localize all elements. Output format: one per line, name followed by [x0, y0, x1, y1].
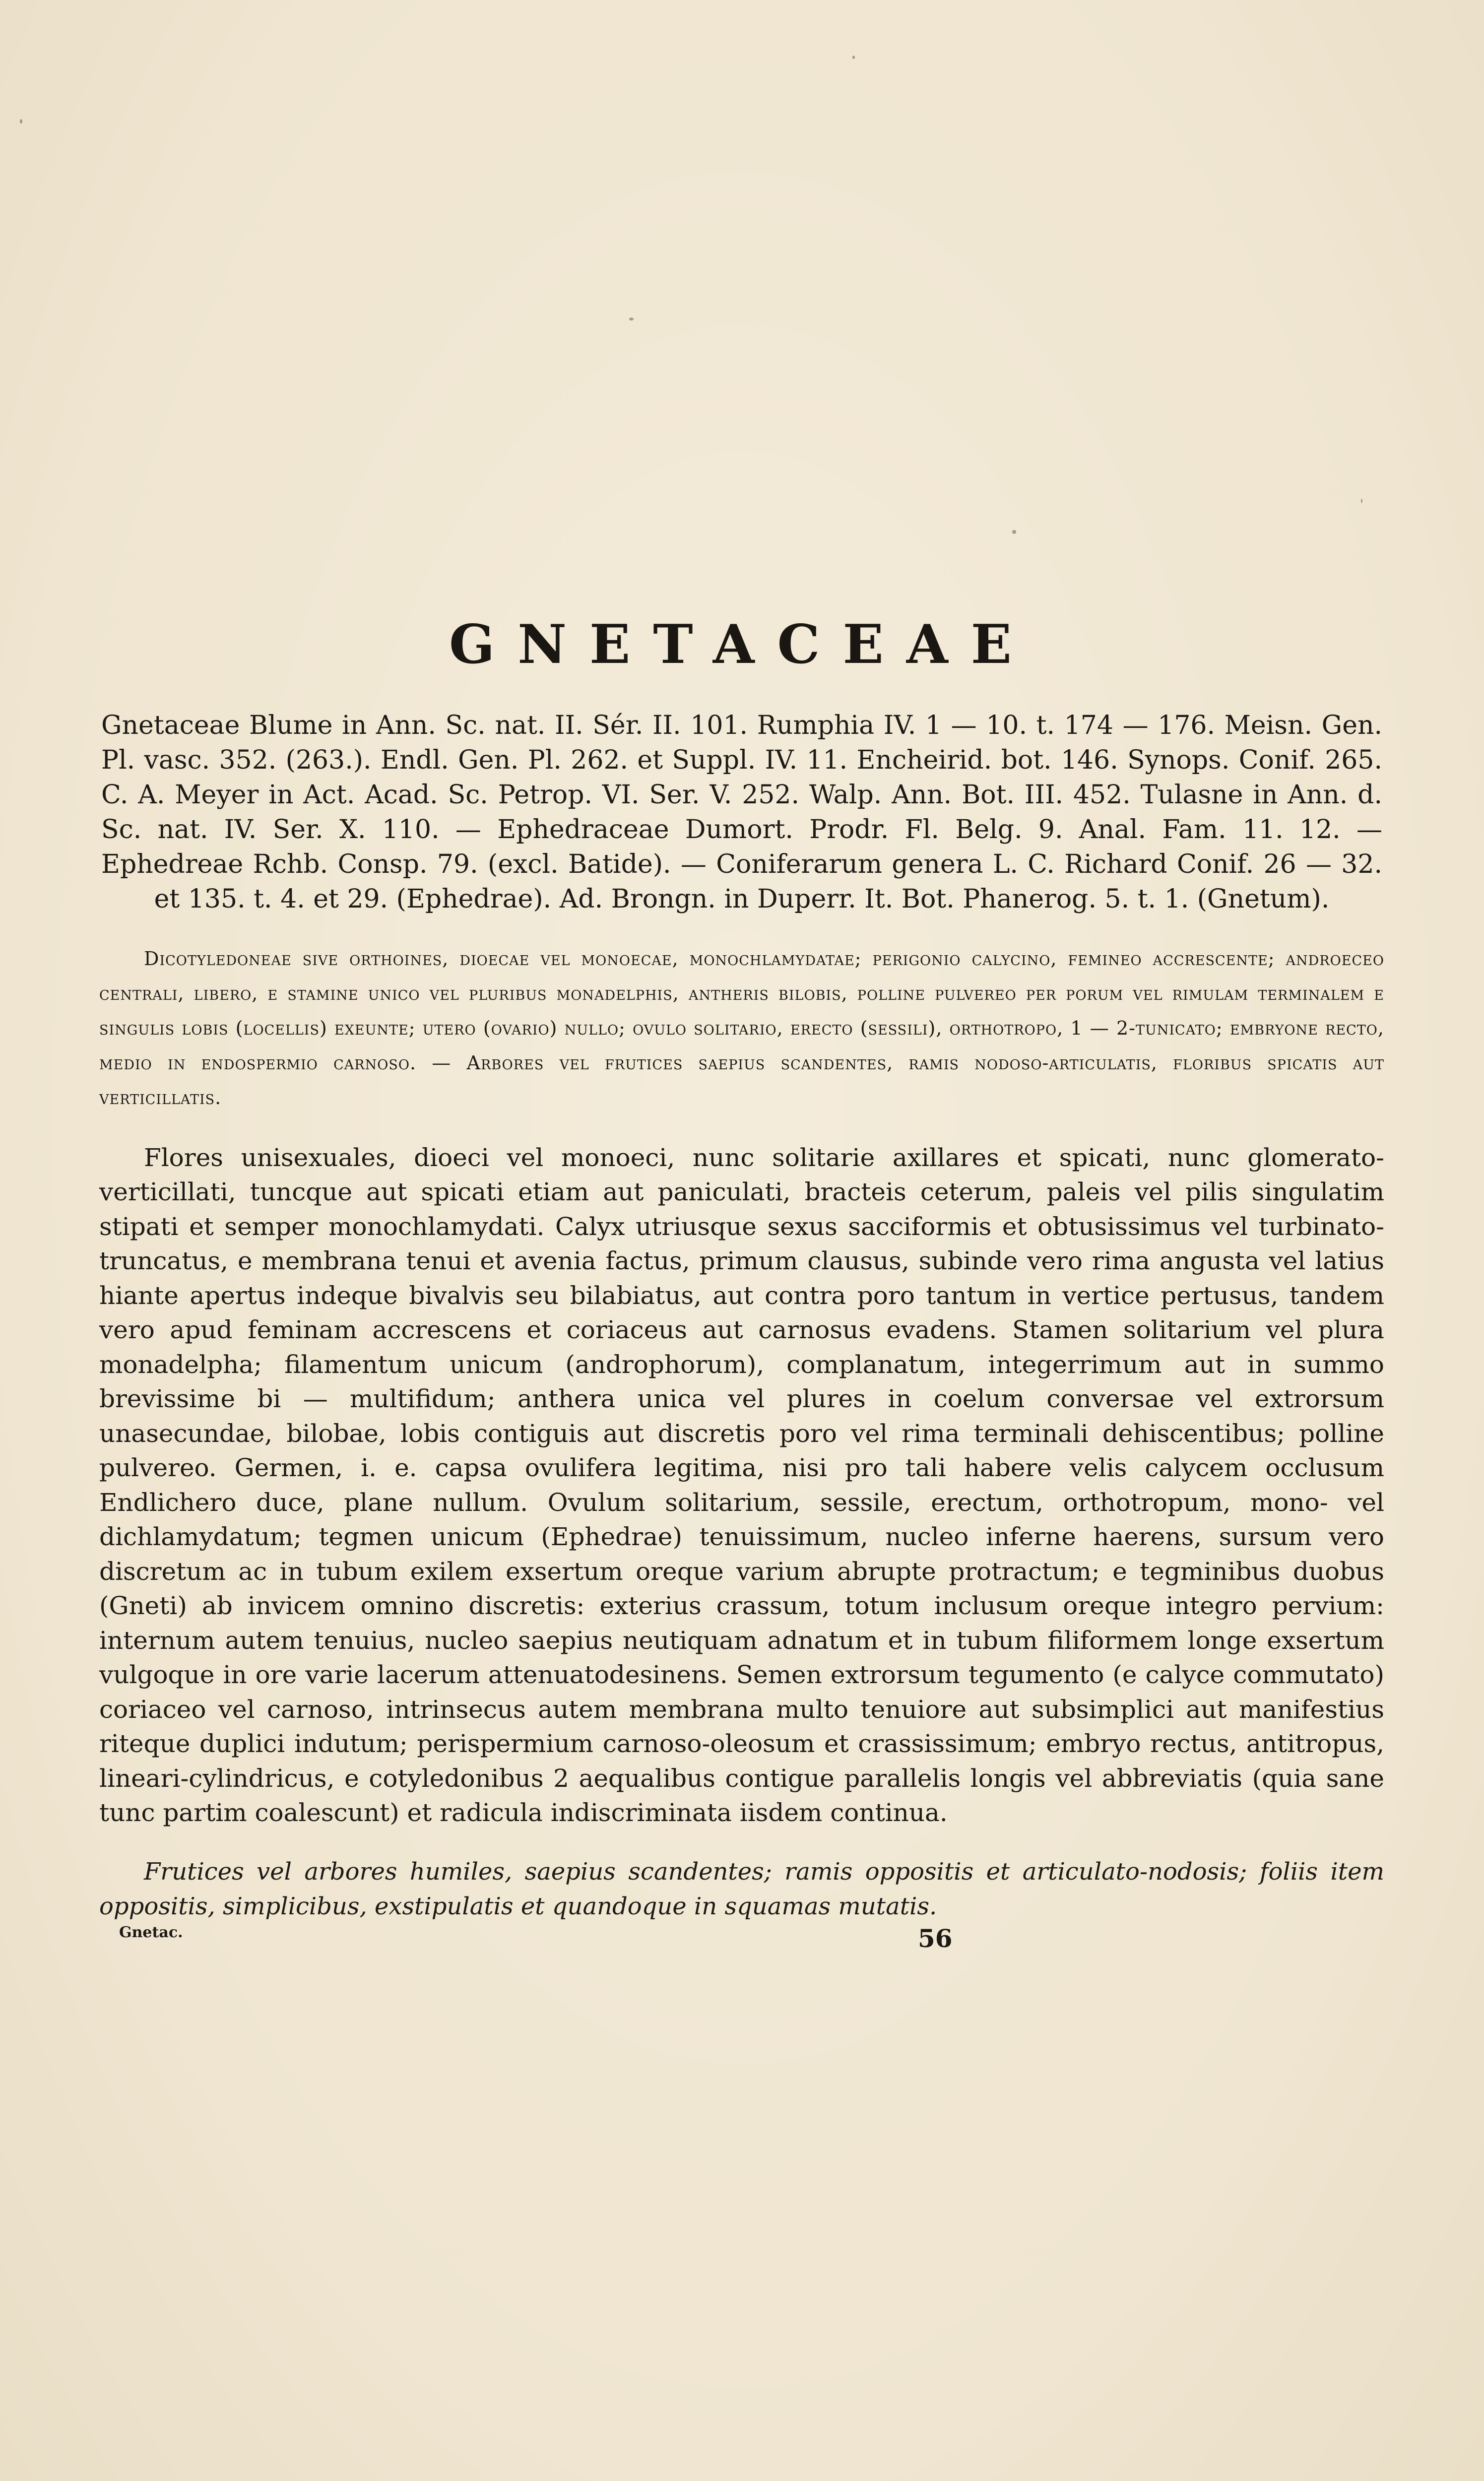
synonymy-paragraph: Gnetaceae Blume in Ann. Sc. nat. II. Sér. II. 101. Rumphia IV. 1 — 10. t. 174 — 176. Meisn. Gen. Pl. vasc. 352. (263.). Endl. Gen. Pl. 262. et Suppl. IV. 11. Encheirid. bot. 146. Synops. Conif. 265. C. A. Meyer in Act. Acad. Sc. Petrop. VI. Ser. V. 252. Walp. Ann. Bot. III. 452. Tulasne in Ann. d. Sc. nat. IV. Ser. X. 110. — Ephedraceae Dumort. Prodr. Fl. Belg. 9. Anal. Fam. 11. 12. — Ephedreae Rchb. Consp. 79. (excl. Batide). — Coniferarum genera L. C. Richard Conif. 26 — 32. et 135. t. 4. et 29. (Ephedrae). Ad. Brongn. in Duperr. It. Bot. Phanerog. 5. t. 1. (Gnetum).	[101, 710, 1382, 914]
paper-speck	[20, 119, 22, 124]
page-number: 56	[918, 1923, 953, 1953]
habit-paragraph: Frutices vel arbores humiles, saepius scandentes; ramis oppositis et articulato-nodosis; foliis item oppositis, simplicibus, exstipulatis et quandoque in squamas mutatis.	[99, 1857, 1384, 1920]
paper-speck	[629, 318, 634, 321]
paper-speck	[1361, 499, 1362, 503]
footer-signature: Gnetac.	[119, 1923, 183, 1941]
page-title: GNETACEAE	[449, 613, 1034, 676]
family-characters-paragraph: Dicotyledoneae sive orthoines, dioecae vel monoecae, monochlamydatae; perigonio calycino, femineo accrescente; androeceo centrali, libero, e stamine unico vel pluribus monadelphis, antheris bilobis, polline pulvereo per porum vel rimulam terminalem e singulis lobis (locellis) exeunte; utero (ovario) nullo; ovulo solitario, erecto (sessili), orthotropo, 1 — 2-tunicato; embryone recto, medio in endospermio carnoso. — Arbores vel frutices saepius scandentes, ramis nodoso-articulatis, floribus spicatis aut verticillatis.	[99, 947, 1384, 1109]
paper-speck	[852, 56, 855, 59]
page-content	[99, 615, 1384, 1959]
page-footer	[99, 1924, 1384, 1959]
paper-speck	[1012, 530, 1016, 534]
description-paragraph: Flores unisexuales, dioeci vel monoeci, nunc solitarie axillares et spicati, nunc glomerato-verticillati, tuncque aut spicati etiam aut paniculati, bracteis ceterum, paleis vel pilis singulatim stipati et semper monochlamydati. Calyx utriusque sexus sacciformis et obtusissimus vel turbinato-truncatus, e membrana tenui et avenia factus, primum clausus, subinde vero rima angusta vel latius hiante apertus indeque bivalvis seu bilabiatus, aut contra poro tantum in vertice pertusus, tandem vero apud feminam accrescens et coriaceus aut carnosus evadens. Stamen solitarium vel plura monadelpha; filamentum unicum (androphorum), complanatum, integerrimum aut in summo brevissime bi — multifidum; anthera unica vel plures in coelum conversae vel extrorsum unasecundae, bilobae, lobis contiguis aut discretis poro vel rima terminali dehiscentibus; polline pulvereo. Germen, i. e. capsa ovulifera legitima, nisi pro tali habere velis calycem occlusum Endlichero duce, plane nullum. Ovulum solitarium, sessile, erectum, orthotropum, mono- vel dichlamydatum; tegmen unicum (Ephedrae) tenuissimum, nucleo inferne haerens, sursum vero discretum ac in tubum exilem exsertum oreque varium abrupte protractum; e tegminibus duobus (Gneti) ab invicem omnino discretis: exterius crassum, totum inclusum oreque integro pervium: internum autem tenuius, nucleo saepius neutiquam adnatum et in tubum filiformem longe exsertum vulgoque in ore varie lacerum attenuatodesinens. Semen extrorsum tegumento (e calyce commutato) coriaceo vel carnoso, intrinsecus autem membrana multo tenuiore aut subsimplici aut manifestius riteque duplici indutum; perispermium carnoso-oleosum et crassissimum; embryo rectus, antitropus, lineari-cylindricus, e cotyledonibus 2 aequalibus contigue parallelis longis vel abbreviatis (quia sane tunc partim coalescunt) et radicula indiscriminata iisdem continua.	[99, 1143, 1384, 1828]
